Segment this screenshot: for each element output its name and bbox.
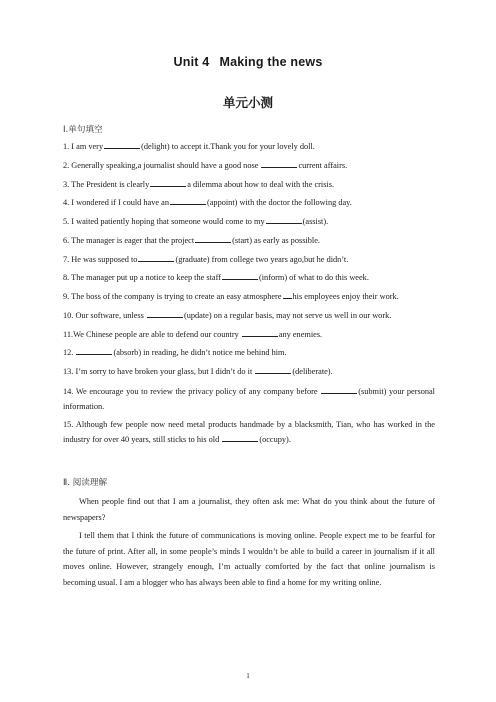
answer-blank[interactable] — [170, 196, 206, 205]
exercise-item: 15. Although few people now need metal products handmade by a blacksmith, Tian, who has worked in the industry for over 40 years, still sticks to his old (occupy). — [63, 419, 435, 445]
passage-paragraph: I tell them that I think the future of communications is moving online. People expect me to be fearful for the future of print. After all, in some people’s minds I wouldn’t be able to build a career in journalism if it all moves online. However, strangely enough, I’m actually comforted by the fact that online journalism is becoming usual. I am a blogger who has always been able to find a home for my writing online. — [63, 531, 435, 587]
page-subtitle: 单元小测 — [222, 95, 273, 110]
page-number: 1 — [246, 672, 250, 680]
answer-blank[interactable] — [147, 309, 183, 318]
exercise-item: 4. I wondered if I could have an (appoint) with the doctor the following day. — [63, 198, 352, 208]
exercise-item: 5. I waited patiently hoping that someone would come to my (assist). — [63, 217, 329, 226]
answer-blank[interactable] — [138, 253, 174, 262]
exercise-item: 14. We encourage you to review the privacy policy of any company before (submit) your personal information. — [63, 386, 435, 412]
exercise-item: 13. I’m sorry to have broken your glass, but I didn’t do it (deliberate). — [63, 367, 333, 376]
exercise-item: 11.We Chinese people are able to defend our country any enemies. — [63, 329, 323, 339]
exercise-item: 9. The boss of the company is trying to create an easy atmosphere his employees enjoy their work. — [63, 292, 399, 301]
answer-blank[interactable] — [266, 215, 302, 224]
answer-blank[interactable] — [76, 346, 112, 355]
answer-blank[interactable] — [222, 433, 258, 442]
page-title — [0, 55, 496, 69]
passage-paragraph: When people find out that I am a journalist, they often ask me: What do you think about the future of newspapers? — [63, 497, 435, 522]
answer-blank[interactable] — [283, 290, 292, 299]
answer-blank[interactable] — [261, 159, 297, 168]
title-unit: Unit 4 — [173, 55, 210, 69]
answer-blank[interactable] — [242, 328, 278, 337]
reading-passage — [63, 494, 435, 594]
answer-blank[interactable] — [150, 178, 186, 187]
answer-blank[interactable] — [104, 140, 140, 149]
exercise-item: 1. I am very (delight) to accept it.Thank you for your lovely doll. — [63, 142, 315, 151]
section-heading-fill-blank: Ⅰ.单句填空 — [63, 125, 103, 135]
section-heading-reading: Ⅱ. 阅读理解 — [63, 478, 108, 488]
exercise-item: 2. Generally speaking,a journalist should have a good nose current affairs. — [63, 160, 348, 170]
exercise-list — [63, 138, 435, 449]
exercise-item: 7. He was supposed to (graduate) from college two years ago,but he didn’t. — [63, 254, 349, 264]
exercise-item: 10. Our software, unless (update) on a regular basis, may not serve us well in our work. — [63, 310, 392, 320]
answer-blank[interactable] — [222, 271, 258, 280]
exercise-item: 12. (absorb) in reading, he didn’t notice me behind him. — [63, 348, 287, 358]
answer-blank[interactable] — [255, 365, 291, 374]
answer-blank[interactable] — [195, 234, 231, 243]
exercise-item: 8. The manager put up a notice to keep the staff (inform) of what to do this week. — [63, 273, 369, 283]
exercise-item: 3. The President is clearly a dilemma about how to deal with the crisis. — [63, 179, 335, 189]
exercise-item: 6. The manager is eager that the project (start) as early as possible. — [63, 235, 320, 245]
answer-blank[interactable] — [321, 385, 357, 394]
title-text: Making the news — [219, 55, 323, 69]
